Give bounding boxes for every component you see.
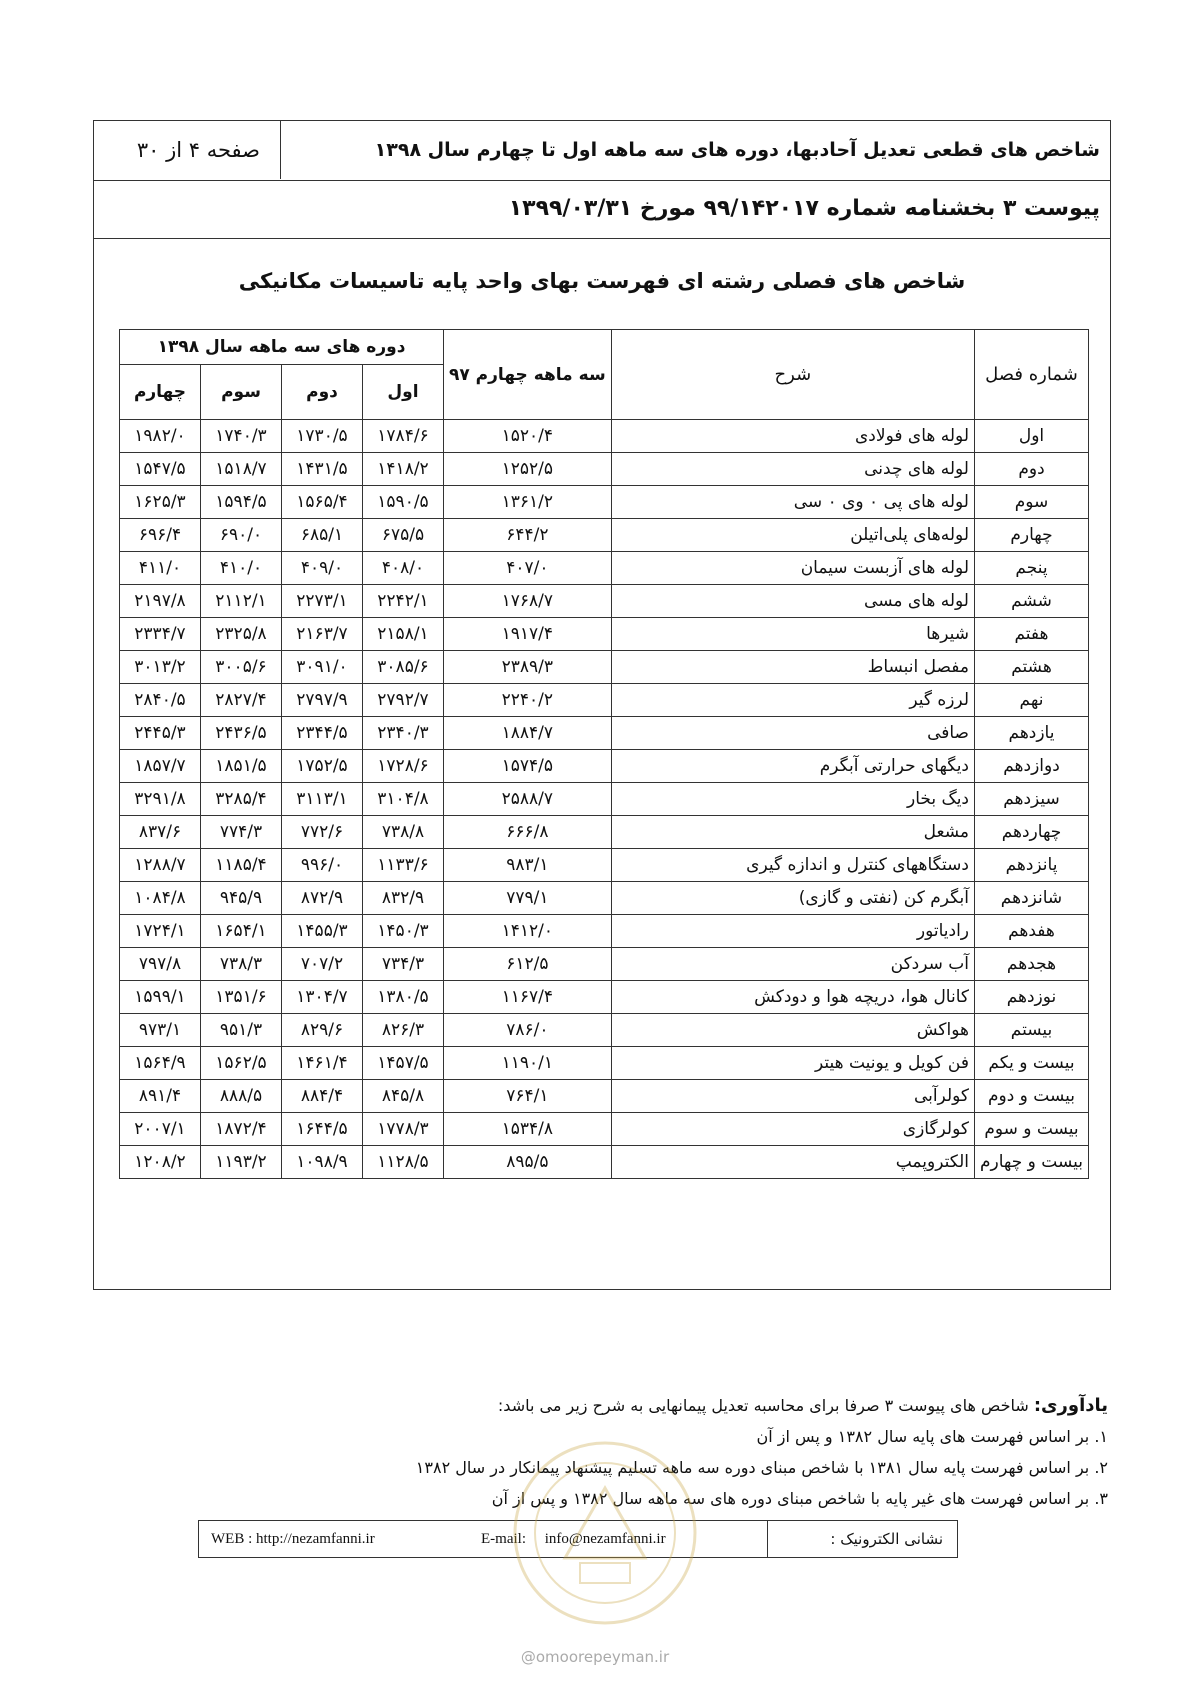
description-cell: لوله های آزبست سیمان — [611, 552, 974, 585]
q1-cell: ۲۱۵۸/۱ — [363, 618, 444, 651]
table-row — [120, 585, 1089, 618]
q2-cell: ۱۷۵۲/۵ — [282, 750, 363, 783]
q4-97-cell: ۷۷۹/۱ — [444, 882, 612, 915]
q4-cell: ۱۵۴۷/۵ — [120, 453, 201, 486]
chapter-cell: نهم — [975, 684, 1089, 717]
q3-cell: ۱۵۶۲/۵ — [201, 1047, 282, 1080]
q4-cell: ۱۵۶۴/۹ — [120, 1047, 201, 1080]
watermark-seal-icon — [510, 1438, 700, 1628]
description-cell: رادیاتور — [611, 915, 974, 948]
q4-97-cell: ۱۸۸۴/۷ — [444, 717, 612, 750]
table-row — [120, 519, 1089, 552]
q4-cell: ۲۴۴۵/۳ — [120, 717, 201, 750]
chapter-cell: هجدهم — [975, 948, 1089, 981]
q4-cell: ۸۹۱/۴ — [120, 1080, 201, 1113]
header-q4-97: سه ماهه چهارم ۹۷ — [444, 330, 612, 420]
q3-cell: ۲۳۲۵/۸ — [201, 618, 282, 651]
table-row — [120, 882, 1089, 915]
q3-cell: ۷۷۴/۳ — [201, 816, 282, 849]
chapter-cell: بیست و دوم — [975, 1080, 1089, 1113]
q3-cell: ۲۴۳۶/۵ — [201, 717, 282, 750]
table-row — [120, 552, 1089, 585]
table-row — [120, 1146, 1089, 1179]
q2-cell: ۱۰۹۸/۹ — [282, 1146, 363, 1179]
table-row — [120, 783, 1089, 816]
description-cell: دیگ بخار — [611, 783, 974, 816]
description-cell: لوله های پی ۰ وی ۰ سی — [611, 486, 974, 519]
q4-97-cell: ۱۵۳۴/۸ — [444, 1113, 612, 1146]
q4-97-cell: ۱۵۷۴/۵ — [444, 750, 612, 783]
q1-cell: ۲۷۹۲/۷ — [363, 684, 444, 717]
description-cell: شیرها — [611, 618, 974, 651]
description-cell: لرزه گیر — [611, 684, 974, 717]
description-cell: لوله‌های پلی‌اتیلن — [611, 519, 974, 552]
q4-cell: ۱۷۲۴/۱ — [120, 915, 201, 948]
q4-cell: ۱۸۵۷/۷ — [120, 750, 201, 783]
header-row — [94, 121, 1110, 181]
table-row — [120, 1047, 1089, 1080]
q3-cell: ۸۸۸/۵ — [201, 1080, 282, 1113]
description-cell: کولرگازی — [611, 1113, 974, 1146]
q2-cell: ۱۶۴۴/۵ — [282, 1113, 363, 1146]
q4-97-cell: ۱۴۱۲/۰ — [444, 915, 612, 948]
q2-cell: ۲۱۶۳/۷ — [282, 618, 363, 651]
q1-cell: ۱۱۳۳/۶ — [363, 849, 444, 882]
q4-97-cell: ۲۵۸۸/۷ — [444, 783, 612, 816]
q4-97-cell: ۲۳۸۹/۳ — [444, 651, 612, 684]
q1-cell: ۱۷۷۸/۳ — [363, 1113, 444, 1146]
q2-cell: ۸۷۲/۹ — [282, 882, 363, 915]
q4-cell: ۳۲۹۱/۸ — [120, 783, 201, 816]
q2-cell: ۴۰۹/۰ — [282, 552, 363, 585]
page-number-cell — [94, 121, 281, 179]
q2-cell: ۶۸۵/۱ — [282, 519, 363, 552]
note-item: ۱. بر اساس فهرست های پایه سال ۱۳۸۲ و پس از آن — [756, 1427, 1108, 1446]
q4-97-cell: ۲۲۴۰/۲ — [444, 684, 612, 717]
q3-cell: ۳۰۰۵/۶ — [201, 651, 282, 684]
q4-97-cell: ۶۶۶/۸ — [444, 816, 612, 849]
chapter-cell: اول — [975, 420, 1089, 453]
table-body — [120, 420, 1089, 1179]
chapter-cell: پنجم — [975, 552, 1089, 585]
q2-cell: ۱۴۶۱/۴ — [282, 1047, 363, 1080]
q2-cell: ۷۷۲/۶ — [282, 816, 363, 849]
q2-cell: ۸۸۴/۴ — [282, 1080, 363, 1113]
circular-reference: پیوست ۳ بخشنامه شماره ۹۹/۱۴۲۰۱۷ مورخ ۱۳۹۹/۰۳/۳۱ — [508, 196, 1100, 221]
q3-cell: ۱۷۴۰/۳ — [201, 420, 282, 453]
description-cell: مشعل — [611, 816, 974, 849]
q3-cell: ۱۳۵۱/۶ — [201, 981, 282, 1014]
table-row — [120, 651, 1089, 684]
q4-cell: ۲۱۹۷/۸ — [120, 585, 201, 618]
notes-heading: یادآوری: — [1033, 1395, 1108, 1416]
q4-97-cell: ۱۵۲۰/۴ — [444, 420, 612, 453]
chapter-cell: دوازدهم — [975, 750, 1089, 783]
q4-cell: ۹۷۳/۱ — [120, 1014, 201, 1047]
q4-97-cell: ۱۷۶۸/۷ — [444, 585, 612, 618]
q3-cell: ۱۱۹۳/۲ — [201, 1146, 282, 1179]
q3-cell: ۹۵۱/۳ — [201, 1014, 282, 1047]
q1-cell: ۳۰۸۵/۶ — [363, 651, 444, 684]
q1-cell: ۸۳۲/۹ — [363, 882, 444, 915]
q2-cell: ۲۷۹۷/۹ — [282, 684, 363, 717]
table-row — [120, 750, 1089, 783]
table-row — [120, 849, 1089, 882]
q3-cell: ۱۸۷۲/۴ — [201, 1113, 282, 1146]
description-cell: کانال هوا، دریچه هوا و دودکش — [611, 981, 974, 1014]
q1-cell: ۳۱۰۴/۸ — [363, 783, 444, 816]
q2-cell: ۸۲۹/۶ — [282, 1014, 363, 1047]
q4-cell: ۱۵۹۹/۱ — [120, 981, 201, 1014]
q4-cell: ۲۳۳۴/۷ — [120, 618, 201, 651]
table-row — [120, 948, 1089, 981]
q4-97-cell: ۸۹۵/۵ — [444, 1146, 612, 1179]
chapter-cell: بیست و یکم — [975, 1047, 1089, 1080]
q2-cell: ۲۲۷۳/۱ — [282, 585, 363, 618]
description-cell: آب سردکن — [611, 948, 974, 981]
q1-cell: ۱۴۵۰/۳ — [363, 915, 444, 948]
page-frame — [93, 120, 1111, 1290]
description-cell: مفصل انبساط — [611, 651, 974, 684]
chapter-cell: هشتم — [975, 651, 1089, 684]
table-row — [120, 420, 1089, 453]
q2-cell: ۳۰۹۱/۰ — [282, 651, 363, 684]
email-address[interactable]: info@nezamfanni.ir — [544, 1531, 666, 1547]
chapter-cell: هفتم — [975, 618, 1089, 651]
table-title: شاخص های فصلی رشته ای فهرست بهای واحد پایه تاسیسات مکانیکی — [238, 269, 966, 293]
q3-cell: ۹۴۵/۹ — [201, 882, 282, 915]
q4-97-cell: ۱۹۱۷/۴ — [444, 618, 612, 651]
chapter-cell: بیست و چهارم — [975, 1146, 1089, 1179]
table-row — [120, 453, 1089, 486]
header-q2: دوم — [282, 365, 363, 420]
q1-cell: ۸۲۶/۳ — [363, 1014, 444, 1047]
table-row — [120, 1113, 1089, 1146]
table-row — [120, 915, 1089, 948]
table-row — [120, 981, 1089, 1014]
q4-97-cell: ۱۳۶۱/۲ — [444, 486, 612, 519]
q2-cell: ۱۷۳۰/۵ — [282, 420, 363, 453]
q4-97-cell: ۷۶۴/۱ — [444, 1080, 612, 1113]
q1-cell: ۴۰۸/۰ — [363, 552, 444, 585]
q3-cell: ۱۸۵۱/۵ — [201, 750, 282, 783]
chapter-cell: سیزدهم — [975, 783, 1089, 816]
q4-cell: ۲۸۴۰/۵ — [120, 684, 201, 717]
q2-cell: ۳۱۱۳/۱ — [282, 783, 363, 816]
description-cell: فن کویل و یونیت هیتر — [611, 1047, 974, 1080]
header-q4: چهارم — [120, 365, 201, 420]
q2-cell: ۱۳۰۴/۷ — [282, 981, 363, 1014]
q4-97-cell: ۴۰۷/۰ — [444, 552, 612, 585]
table-row — [120, 1014, 1089, 1047]
q1-cell: ۱۳۸۰/۵ — [363, 981, 444, 1014]
chapter-cell: سوم — [975, 486, 1089, 519]
description-cell: لوله های چدنی — [611, 453, 974, 486]
q4-97-cell: ۶۱۲/۵ — [444, 948, 612, 981]
header-chapter: شماره فصل — [975, 330, 1089, 420]
table-row — [120, 1080, 1089, 1113]
document-title: شاخص های قطعی تعدیل آحادبها، دوره های سه ماهه اول تا چهارم سال ۱۳۹۸ — [374, 139, 1100, 161]
q4-cell: ۱۰۸۴/۸ — [120, 882, 201, 915]
q1-cell: ۱۷۲۸/۶ — [363, 750, 444, 783]
q2-cell: ۱۴۵۵/۳ — [282, 915, 363, 948]
header-q1: اول — [363, 365, 444, 420]
q4-97-cell: ۱۱۹۰/۱ — [444, 1047, 612, 1080]
description-cell: آبگرم کن (نفتی و گازی) — [611, 882, 974, 915]
description-cell: صافی — [611, 717, 974, 750]
description-cell: لوله های فولادی — [611, 420, 974, 453]
table-row — [120, 684, 1089, 717]
q3-cell: ۱۶۵۴/۱ — [201, 915, 282, 948]
q2-cell: ۱۵۶۵/۴ — [282, 486, 363, 519]
q4-cell: ۴۱۱/۰ — [120, 552, 201, 585]
index-table — [119, 329, 1089, 1179]
q3-cell: ۱۱۸۵/۴ — [201, 849, 282, 882]
q4-cell: ۱۶۲۵/۳ — [120, 486, 201, 519]
watermark-site: @omoorepeyman.ir — [520, 1648, 670, 1666]
table-row — [120, 618, 1089, 651]
q4-cell: ۲۰۰۷/۱ — [120, 1113, 201, 1146]
subtitle-row — [94, 181, 1110, 239]
note-item: ۳. بر اساس فهرست های غیر پایه با شاخص مبنای دوره های سه ماهه سال ۱۳۸۲ و پس از آن — [491, 1489, 1108, 1508]
chapter-cell: یازدهم — [975, 717, 1089, 750]
notes-intro-line — [128, 1390, 1108, 1421]
q2-cell: ۱۴۳۱/۵ — [282, 453, 363, 486]
q4-97-cell: ۶۴۴/۲ — [444, 519, 612, 552]
q1-cell: ۱۴۱۸/۲ — [363, 453, 444, 486]
q4-cell: ۱۹۸۲/۰ — [120, 420, 201, 453]
chapter-cell: دوم — [975, 453, 1089, 486]
q4-97-cell: ۱۲۵۲/۵ — [444, 453, 612, 486]
q4-97-cell: ۷۸۶/۰ — [444, 1014, 612, 1047]
q2-cell: ۹۹۶/۰ — [282, 849, 363, 882]
q2-cell: ۷۰۷/۲ — [282, 948, 363, 981]
q1-cell: ۶۷۵/۵ — [363, 519, 444, 552]
notes-intro: شاخص های پیوست ۳ صرفا برای محاسبه تعدیل پیمانهایی به شرح زیر می باشد: — [497, 1396, 1029, 1415]
chapter-cell: بیست و سوم — [975, 1113, 1089, 1146]
chapter-cell: ششم — [975, 585, 1089, 618]
q3-cell: ۴۱۰/۰ — [201, 552, 282, 585]
q3-cell: ۱۵۹۴/۵ — [201, 486, 282, 519]
q1-cell: ۱۷۸۴/۶ — [363, 420, 444, 453]
q4-97-cell: ۱۱۶۷/۴ — [444, 981, 612, 1014]
chapter-cell: شانزدهم — [975, 882, 1089, 915]
email-label: E-mail: — [481, 1531, 526, 1547]
q4-cell: ۸۳۷/۶ — [120, 816, 201, 849]
description-cell: دیگهای حرارتی آبگرم — [611, 750, 974, 783]
q4-97-cell: ۹۸۳/۱ — [444, 849, 612, 882]
description-cell: الکتروپمپ — [611, 1146, 974, 1179]
q1-cell: ۷۳۴/۳ — [363, 948, 444, 981]
q3-cell: ۶۹۰/۰ — [201, 519, 282, 552]
q3-cell: ۲۸۲۷/۴ — [201, 684, 282, 717]
page-number: صفحه ۴ از ۳۰ — [136, 138, 260, 162]
q1-cell: ۱۵۹۰/۵ — [363, 486, 444, 519]
header-periods-1398: دوره های سه ماهه سال ۱۳۹۸ — [120, 330, 444, 365]
description-cell: لوله های مسی — [611, 585, 974, 618]
chapter-cell: چهارم — [975, 519, 1089, 552]
description-cell: دستگاههای کنترل و اندازه گیری — [611, 849, 974, 882]
q1-cell: ۲۲۴۲/۱ — [363, 585, 444, 618]
contact-label: نشانی الکترونیک : — [767, 1521, 957, 1557]
q3-cell: ۳۲۸۵/۴ — [201, 783, 282, 816]
q3-cell: ۱۵۱۸/۷ — [201, 453, 282, 486]
table-row — [120, 486, 1089, 519]
description-cell: کولرآبی — [611, 1080, 974, 1113]
q1-cell: ۲۳۴۰/۳ — [363, 717, 444, 750]
q4-cell: ۷۹۷/۸ — [120, 948, 201, 981]
q4-cell: ۱۲۸۸/۷ — [120, 849, 201, 882]
table-row — [120, 816, 1089, 849]
description-cell: هواکش — [611, 1014, 974, 1047]
chapter-cell: هفدهم — [975, 915, 1089, 948]
chapter-cell: نوزدهم — [975, 981, 1089, 1014]
q1-cell: ۷۳۸/۸ — [363, 816, 444, 849]
q1-cell: ۱۱۲۸/۵ — [363, 1146, 444, 1179]
header-q3: سوم — [201, 365, 282, 420]
q4-cell: ۱۲۰۸/۲ — [120, 1146, 201, 1179]
header-description: شرح — [611, 330, 974, 420]
note-item: ۲. بر اساس فهرست پایه سال ۱۳۸۱ با شاخص مبنای دوره سه ماهه تسلیم پیشنهاد پیمانکار در سال ۱۳۸۲ — [415, 1458, 1108, 1477]
q4-cell: ۶۹۶/۴ — [120, 519, 201, 552]
q1-cell: ۱۴۵۷/۵ — [363, 1047, 444, 1080]
web-link[interactable]: WEB : http://nezamfanni.ir — [211, 1531, 375, 1547]
q3-cell: ۷۳۸/۳ — [201, 948, 282, 981]
q4-cell: ۳۰۱۳/۲ — [120, 651, 201, 684]
table-row — [120, 717, 1089, 750]
chapter-cell: چهاردهم — [975, 816, 1089, 849]
chapter-cell: پانزدهم — [975, 849, 1089, 882]
q2-cell: ۲۳۴۴/۵ — [282, 717, 363, 750]
q3-cell: ۲۱۱۲/۱ — [201, 585, 282, 618]
chapter-cell: بیستم — [975, 1014, 1089, 1047]
q1-cell: ۸۴۵/۸ — [363, 1080, 444, 1113]
